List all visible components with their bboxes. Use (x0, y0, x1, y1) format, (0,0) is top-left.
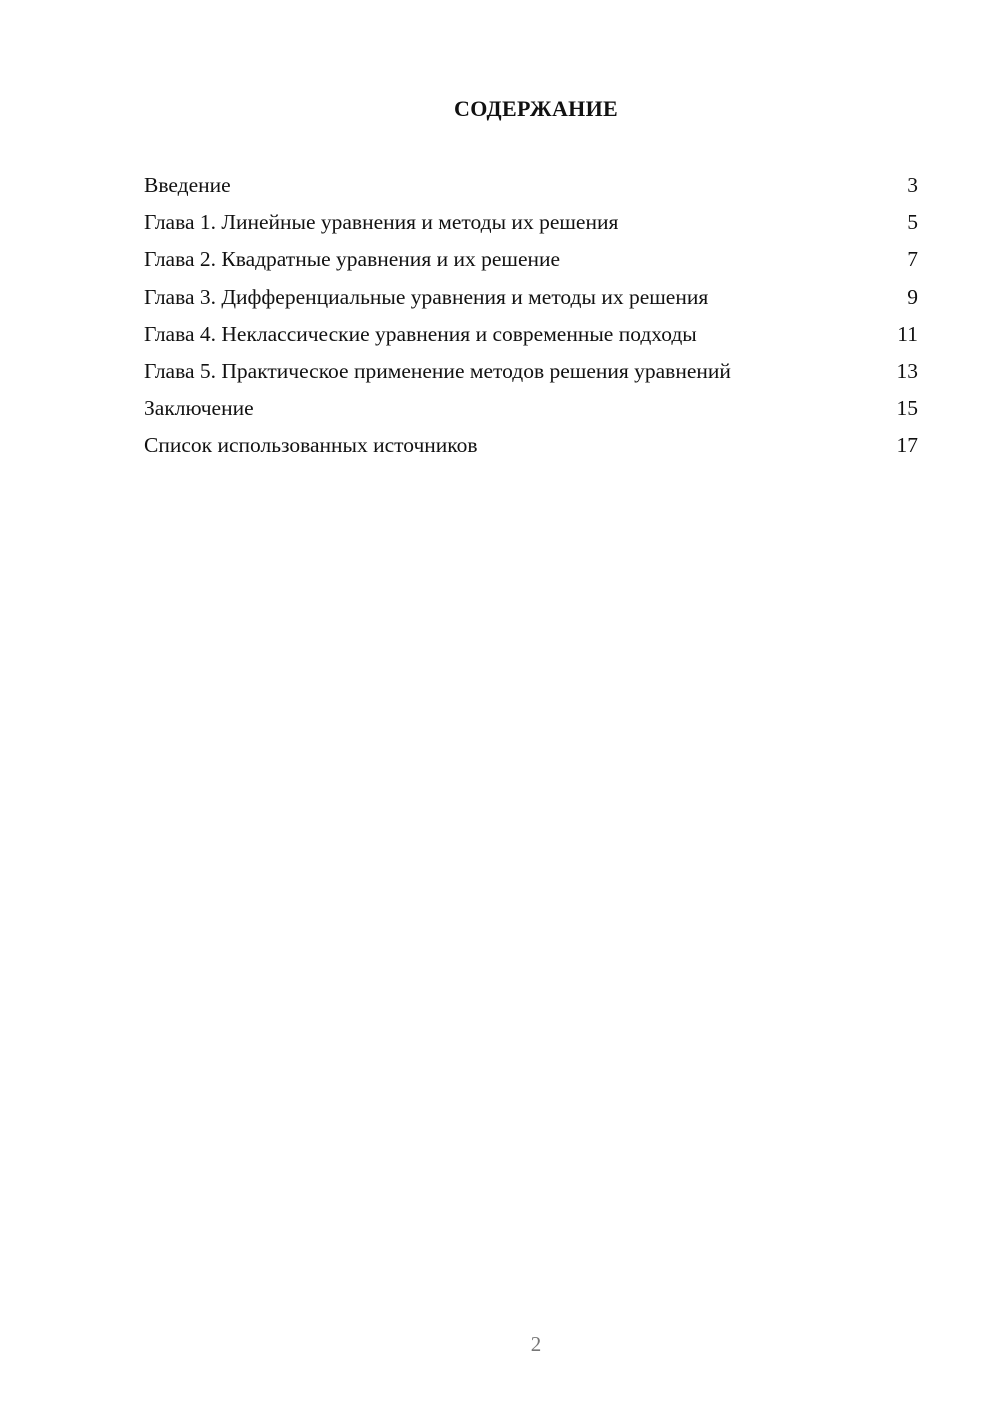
toc-entry-page: 17 (896, 433, 918, 458)
toc-entry-chapter-2[interactable] (144, 244, 918, 281)
toc-entry-page: 15 (896, 396, 918, 421)
toc-entry-title: Заключение (144, 396, 254, 421)
toc-heading: СОДЕРЖАНИЕ (454, 96, 618, 121)
page-number: 2 (530, 1332, 542, 1356)
toc-entry-conclusion[interactable] (144, 393, 918, 430)
toc-entry-title: Глава 2. Квадратные уравнения и их решение (144, 247, 561, 272)
toc-entry-references[interactable] (144, 430, 918, 467)
table-of-contents (144, 170, 918, 468)
toc-entry-title: Список использованных источников (144, 433, 478, 458)
toc-entry-page: 3 (907, 173, 918, 197)
toc-entry-title: Глава 4. Неклассические уравнения и современные подходы (144, 321, 697, 346)
toc-entry-title: Введение (144, 173, 231, 197)
toc-entry-title: Глава 5. Практическое применение методов решения уравнений (144, 358, 731, 383)
toc-entry-page: 13 (896, 358, 918, 383)
toc-entry-chapter-1[interactable] (144, 207, 918, 244)
toc-entry-page: 9 (907, 284, 918, 309)
toc-entry-chapter-4[interactable] (144, 319, 918, 356)
toc-entry-title: Глава 1. Линейные уравнения и методы их решения (144, 210, 619, 235)
toc-entry-page: 11 (897, 321, 918, 346)
toc-entry-introduction[interactable] (144, 170, 918, 207)
toc-entry-chapter-5[interactable] (144, 356, 918, 393)
toc-entry-chapter-3[interactable] (144, 282, 918, 319)
toc-entry-title: Глава 3. Дифференциальные уравнения и методы их решения (144, 284, 709, 309)
toc-entry-page: 5 (907, 210, 918, 235)
toc-entry-page: 7 (907, 247, 918, 272)
